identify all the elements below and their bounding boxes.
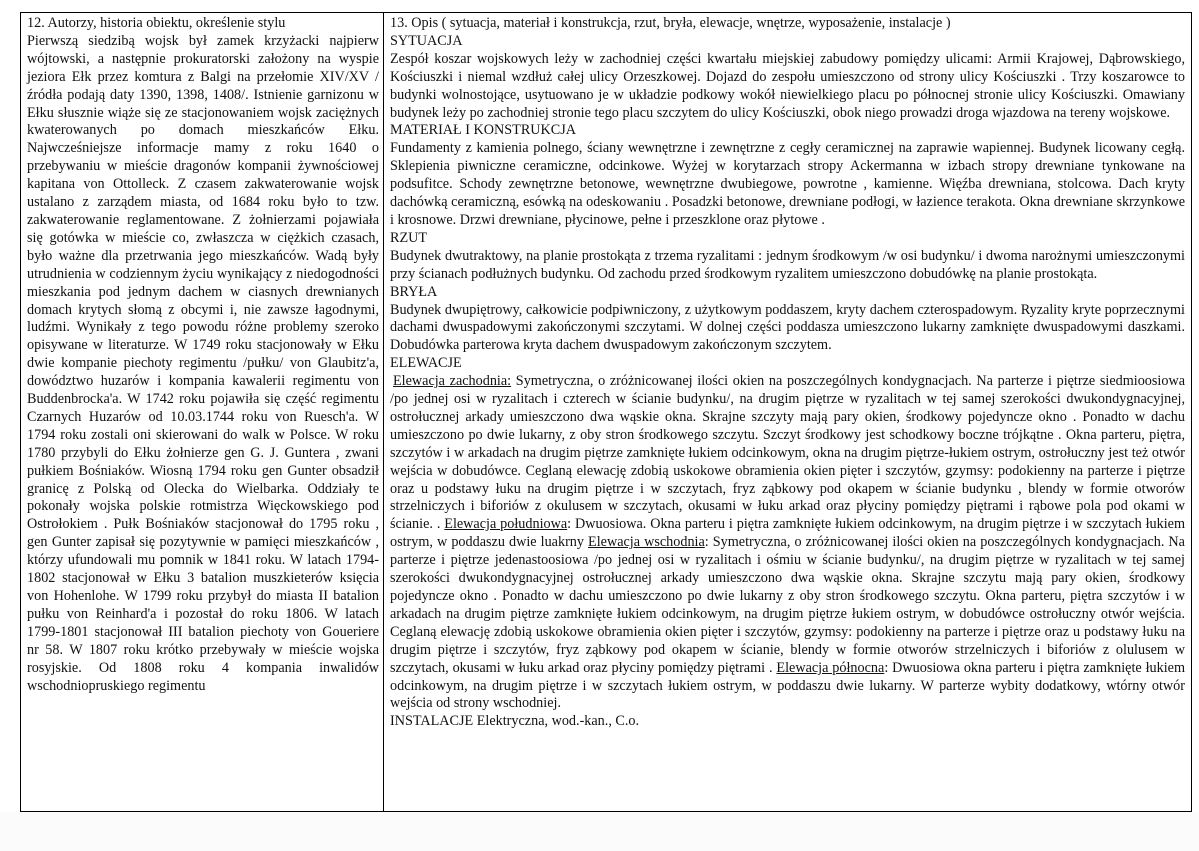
material-text: Fundamenty z kamienia polnego, ściany wewnętrzne i zewnętrzne z cegły ceramicznej na zaprawie wapiennej. Budynek licowany cegłą. Sklepienia piwniczne ceramiczne, odcinkowe. Wyżej w korytarzach stropy Ackermanna w izbach stropy drewniane tynkowane na podsufitce. Schody zewnętrzne betonowe, wewnętrzne dwubiegowe, powrotne , kamienne. Więźba drewniana, stolcowa. Dach kryty dachówką ceramiczną, esówką na odeskowaniu . Posadzki betonowe, drewniane podłogi, w łazience terakota. Okna drewniane skrzynkowe i krosnowe. Drzwi drewniane, płycinowe, pełne i przeszklone oraz płytowe .	[390, 140, 1185, 228]
page-margin	[0, 812, 1199, 851]
history-column	[21, 13, 384, 811]
massing-text: Budynek dwupiętrowy, całkowicie podpiwniczony, z użytkowym poddaszem, kryty dachem czterospadowym. Ryzality kryte poprzecznymi dachami dwuspadowymi zakończonymi szczytami. W dolnej części poddasza umieszczono lukarny zamknięte dwuspadowymi daszkami. Dobudówka parterowa kryta dachem dwuspadowym zakończonym szczytem.	[390, 301, 1185, 354]
elevation-west-text: Symetryczna, o zróżnicowanej ilości okien na poszczególnych kondygnacjach. Na parterze i piętrze siedmioosiowa /po jednej osi w ryzalitach i czterech w ścianie budynku/, na drugim piętrze w ryzalitach w tej samej szerokości dwukondygnacyjnej, ostrołucznej arkady umieszczono dwa wąskie okna. Skrajne szczyty mają pary okien, środkowy pojedyncze okno . Ponadto w dachu umieszczono po dwie lukarny, z oby stron środkowego szczytu. Szczyt środkowy jest schodkowy boczne trójkątne . Okna parteru, piętra, szczytów i w arkadach na drugim piętrze zamknięte łukiem odcinkowym, okna na drugim piętrze-łukiem ostrym, ostrołuczny jest też otwór wejścia w dobudówce. Ceglaną elewację zdobią uskokowe obramienia okien pięter i szczytów, gzymsy: podokienny na parterze i piętrze oraz u podstawy łuku na drugim piętrze i w szczytach, fryz ząbkowy pod okapem w ścianie budynku , blendy w formie otworów strzelniczych i biforiów z okulusem w szczytach, okusami w łuku arkad oraz płyciny pomiędzy piętrami i rąbowe pola pod okami w ścianie. .	[390, 373, 1185, 533]
document-sheet	[20, 12, 1192, 812]
elevation-west-label: Elewacja zachodnia:	[393, 373, 512, 390]
elevation-north-text: : Dwuosiowa okna parteru i piętra zamknięte łukiem odcinkowym, na drugim piętrze i w szczytach łukiem ostrym, w poddaszu dwie lukarny. W parterze wybity dodatkowy, wtórny otwór wejścia od strony wschodniej.	[390, 659, 1185, 712]
description-column	[384, 13, 1191, 811]
section-title-massing: BRYŁA	[390, 283, 438, 300]
elevation-east-text: : Symetryczna, o zróżnicowanej ilości okien na poszczególnych kondygnacjach. Na parterze i piętrze jedenastoosiowa /po jednej osi w ryzalitach i ośmiu w ścianie budynku/, na drugim piętrze w ryzalitach w tej samej szerokości dwukondygnacyjnej ostrołucznej arkady umieszczono dwa wąskie okna. Skrajne szczytu mają pary okien, środkowy pojedyncze okno . Ponadto w dachu umieszczono po dwie lukarny z oby stron środkowego szczytu. Okna parteru, piętra szczytów i w arkadach na drugim piętrze zamknięte łukiem odcinkowym, na drugim piętrze łukiem ostrym, w dobudówce ostrołuczny otwór wejścia. Ceglaną elewację zdobią uskokowe obramienia okien pięter i szczytów, gzymsy: podokienny na parterze i piętrze oraz u podstawy łuku na drugim piętrze i szczytów, fryz ząbkowy pod okapem w ścianie, blendy w formie otworów strzelniczych i biforiów z olulusem w szczytach, okusami w łuku arkad oraz płyciny pomiędzy piętrami .	[390, 534, 1185, 676]
history-text: Pierwszą siedzibą wojsk był zamek krzyżacki najpierw wójtowski, a następnie prokuratorski założony na wyspie jeziora Ełk przez komtura z Balgi na przełomie XIV/XV / źródła podają daty 1390, 1398, 1408/. Istnienie garnizonu w Ełku słusznie wiąże się ze stacjonowaniem wojsk zaciężnych kwaterowanych po domach mieszkańców Ełku. Najwcześniejsze informacje mamy z roku 1640 o przebywaniu w mieście dragonów kompanii żywnościowej kapitana von Ottolleck. Z czasem zakwaterowanie wojsk ustalano z zarządem miasta, od 1684 roku było to tzw. zakwaterowanie reglamentowane. Z żołnierzami pojawiała się gotówka w mieście co, zwłaszcza w ciężkich czasach, było ważne dla przetrwania jego mieszkańców. Wadą były utrudnienia w codziennym życiu wynikający z niedogodności mieszkania pod jednym dachem w ciasnych drewnianych domach krytych słomą z obcymi i, nie zawsze łagodnymi, ludźmi. Wynikały z tego powodu różne problemy szeroko opisywane w literaturze. W 1749 roku stacjonowały w Ełku dwie kompanie piechoty regimentu /pułku/ von Glaubitz'a, dowództwo huzarów i kompania kawalerii regimentu von Buddenbrocka'a. W 1742 roku pojawiła się część regimentu Czarnych Huzarów od 10.03.1744 roku von Ruesch'a. W 1794 roku zostali oni skierowani do walk w Polsce. W roku 1780 przybyli do Ełku żołnierze gen G. J. Guntera , zwani pułkiem Bośniaków. Wiosną 1794 roku gen Gunter obsadził granicę z Polską od Olecka do Wielbarka. Oddziały te pokonały wojska polskie rotmistrza Więckowskiego pod Ostrołokiem . Pułk Bośniaków stacjonował do 1795 roku , gen Gunter zapisał się pozytywnie w pamięci mieszkańców , którzy ufundowali mu pomnik w 1841 roku. W latach 1794-1802 stacjonował w Ełku 3 batalion muszkieterów księcia von Hohenlohe. W 1799 roku przybył do miasta II batalion pułku von Reinhard'a i pozostał do roku 1806. W latach 1799-1801 stacjonował III batalion piechoty von Goueriere nr 58. W 1807 roku krótko przebywały w mieście wojska rosyjskie. Od 1808 roku 4 kompania inwalidów wschodniopruskiego regimentu	[27, 32, 379, 694]
elevation-south-text: : Dwuosiowa. Okna parteru i piętra zamknięte łukiem odcinkowym, na drugim piętrze i w szczytach łukiem ostrym, w poddaszu dwie luakrny	[390, 516, 1185, 551]
description-heading: 13. Opis ( sytuacja, materiał i konstrukcja, rzut, bryła, elewacje, wnętrze, wyposażenie, instalacje )	[390, 15, 951, 31]
section-title-elevations: ELEWACJE	[390, 355, 462, 372]
elevation-north-label: Elewacja północna	[776, 659, 885, 676]
situation-text: Zespół koszar wojskowych leży w zachodniej części kwartału miejskiej zabudowy pomiędzy ulicami: Armii Krajowej, Dąbrowskiego, Kościuszki i niemal wzdłuż całej ulicy Orzeszkowej. Dojazd do zespołu umieszczono od strony ulicy Kościuszki . Trzy koszarowce to budynki wolnostojące, usytuowano je w układzie podkowy wokół niewielkiego placu po północnej stronie ulicy Kościuszki. Omawiany budynek leży po zachodniej stronie tego placu szczytem do ulicy Kościuszki, obok niego prowadzi droga wjazdowa na tereny wojskowe.	[390, 50, 1185, 121]
plan-text: Budynek dwutraktowy, na planie prostokąta z trzema ryzalitami : jednym środkowym /w osi budynku/ i dwoma narożnymi umieszczonymi przy ścianach podłużnych budynku. Od zachodu przed środkowym ryzalitem umieszczono dobudówkę na planie prostokąta.	[390, 247, 1185, 282]
section-title-plan: RZUT	[390, 229, 428, 246]
section-title-material: MATERIAŁ I KONSTRUKCJA	[390, 122, 577, 139]
elevation-south-label: Elewacja południowa	[444, 516, 568, 533]
history-heading: 12. Autorzy, historia obiektu, określenie stylu	[27, 15, 286, 31]
elevations-text	[390, 373, 1185, 713]
section-title-situation: SYTUACJA	[390, 32, 463, 49]
elevation-east-label: Elewacja wschodnia	[588, 534, 705, 551]
installations-text: INSTALACJE Elektryczna, wod.-kan., C.o.	[390, 713, 640, 730]
